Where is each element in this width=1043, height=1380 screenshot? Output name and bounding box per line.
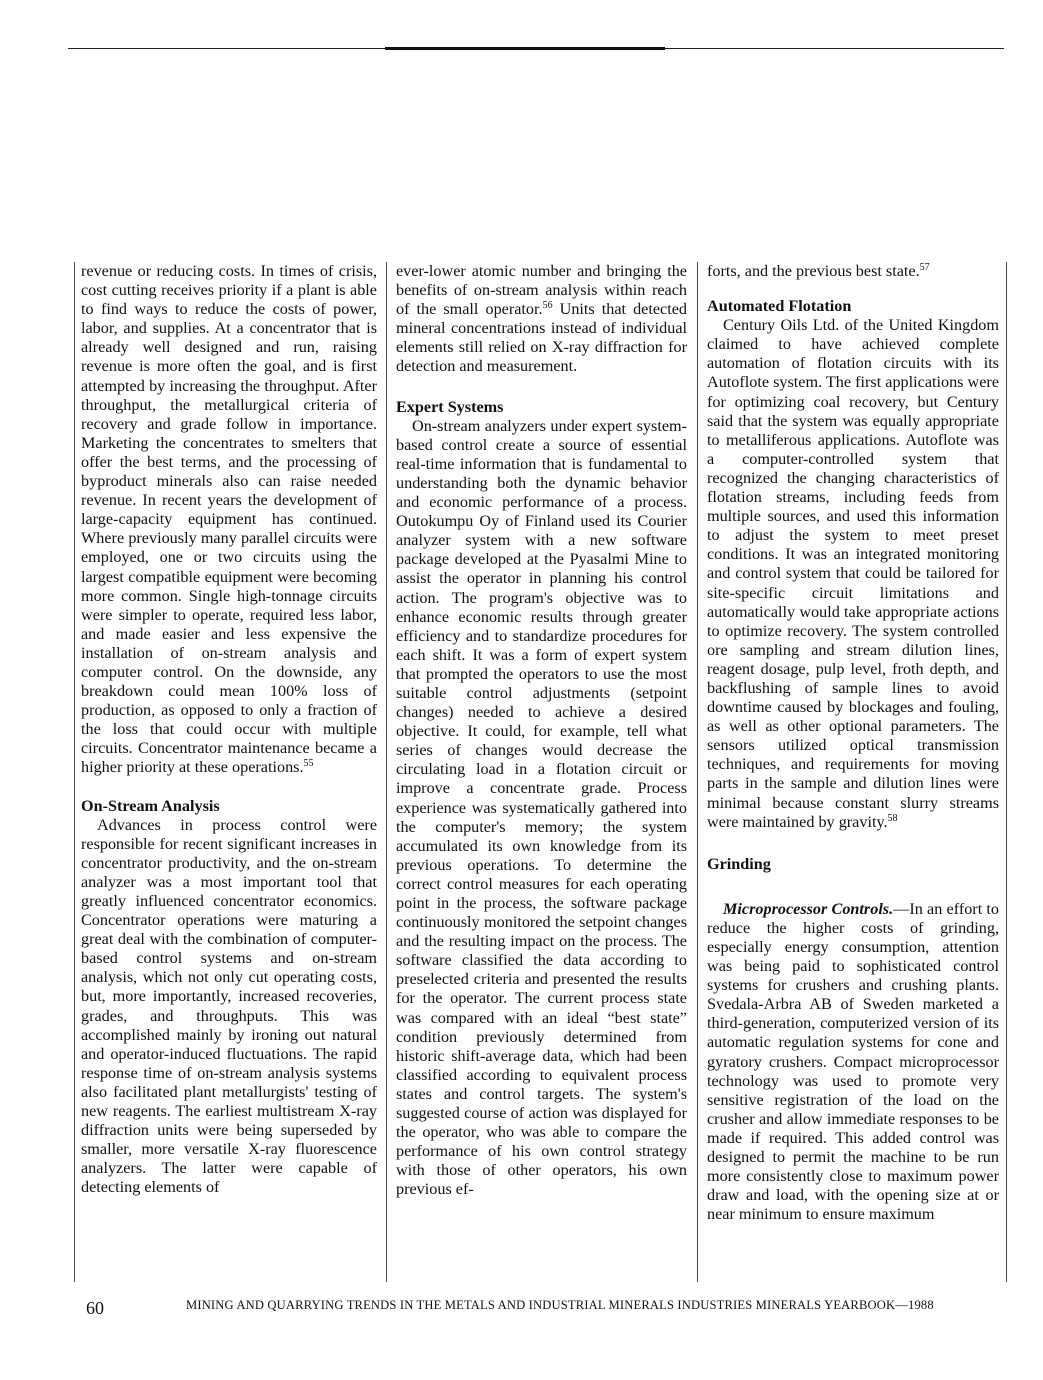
column-1	[81, 262, 377, 1198]
col2-paragraph-1	[396, 262, 687, 377]
footnote-ref-55: 55	[303, 758, 314, 770]
running-footer: MINING AND QUARRYING TRENDS IN THE METALS AND INDUSTRIAL MINERALS INDUSTRIES MINERALS YEARBOOK—1988	[186, 1298, 934, 1312]
col2-paragraph-1-text: ever-lower atomic number and bringing the benefits of on-stream analysis within reach of the small operator.	[396, 262, 687, 319]
col1-paragraph-1	[81, 262, 377, 778]
col3-paragraph-2-text: Century Oils Ltd. of the United Kingdom claimed to have achieved complete automation of flotation circuits with its Autoflote system. The first applications were for optimizing coal recovery, but Century said that the system was equally appropriate to metalliferous applications. Autoflote was a computer-controlled system that recognized the changing characteristics of flotation streams, including feeds from multiple sources, and used this information to adjust the system to meet preset conditions. It was an integrated monitoring and control system that could be tailored for site-specific circuit limitations and automatically would take appropriate actions to optimize recovery. The system controlled ore sampling and stream dilution lines, reagent dosage, pulp level, froth depth, and backflushing of sample lines to avoid downtime caused by blockages and fouling, as well as other optional parameters. The sensors utilized optical transmission techniques, and requirements for moving parts in the sample and dilution lines were minimal because constant slurry streams were maintained by gravity.	[707, 316, 999, 831]
col2-paragraph-1-continued: Units that detected mineral concentrations instead of individual elements still relied on X-ray diffraction for detection and measurement.	[396, 300, 687, 376]
col3-paragraph-1-text: forts, and the previous best state.	[707, 262, 920, 280]
heading-on-stream-analysis: On-Stream Analysis	[81, 796, 220, 815]
column-3	[707, 262, 999, 1224]
footnote-ref-58: 58	[887, 812, 898, 824]
col3-paragraph-3	[707, 900, 999, 1225]
column-rule-middle-right	[697, 262, 698, 1282]
top-rule-thick-segment	[385, 47, 665, 50]
col3-paragraph-3-text: —In an effort to reduce the higher costs of grinding, especially energy consumption, attention was being paid to sophisticated control systems for crushers and crushing plants. Svedala-Arbra AB of Sweden marketed a third-generation, computerized version of its automatic regulation systems for cone and gyratory crushers. Compact microprocessor technology was used to promote very sensitive registration of the load on the crusher and allow immediate responses to be made if required. This added control was designed to permit the machine to be run more consistently close to maximum power draw and load, with the opening size at or near minimum to ensure maximum	[707, 899, 1000, 1224]
heading-automated-flotation: Automated Flotation	[707, 297, 852, 316]
col1-paragraph-1-text: revenue or reducing costs. In times of crisis, cost cutting receives priority if a plant is able to find ways to reduce the costs of power, labor, and supplies. At a concentrator that is already well designed and run, raising revenue is more often the goal, and is first attempted by increasing the throughput. After throughput, the metallurgical criteria of recovery and grade follow in importance. Marketing the concentrates to smelters that offer the best terms, and the processing of byproduct minerals also can raise needed revenue. In recent years the development of large-capacity equipment has continued. Where previously many parallel circuits were employed, one or two circuits using the largest compatible equipment were becoming more common. Single high-tonnage circuits were simpler to operate, required less labor, and made easier and less expensive the installation of on-stream analysis and computer control. On the downside, any breakdown could mean 100% loss of production, as opposed to only a fraction of the loss that could occur with multiple circuits. Concentrator maintenance became a higher priority at these operations.	[81, 262, 377, 777]
column-rule-middle-left	[386, 262, 387, 1282]
heading-expert-systems: Expert Systems	[396, 397, 504, 416]
col2-paragraph-2: On-stream analyzers under expert system-based control create a source of essential real-time information that is fundamental to understanding both the dynamic behavior and economic performance of a process. Outokumpu Oy of Finland used its Courier analyzer system with a new software package developed at the Pyasalmi Mine to assist the operator in planning his control action. The program's objective was to enhance economic results through greater efficiency and to standardize procedures for each shift. It was a form of expert system that prompted the operators to use the most suitable control adjustments (setpoint changes) needed to achieve a desired objective. It could, for example, tell what series of changes would decrease the circulating load in a flotation circuit or improve a concentrate grade. Process experience was systematically gathered into the computer's memory; the system accumulated its own knowledge from its previous operations. To determine the correct control measures for each operating point in the process, the software package continuously monitored the setpoint changes and the resulting impact on the process. The software classified the data according to preselected criteria and presented the results for the operator. The current process state was compared with an ideal “best state” condition previously determined from historic shift-average data, which had been classified according to equivalent process states and control targets. The system's suggested course of action was displayed for the operator, who was able to compare the performance of his own control strategy with those of other operators, his own previous ef-	[396, 416, 687, 1199]
heading-grinding: Grinding	[707, 854, 771, 873]
footnote-ref-56: 56	[542, 300, 553, 312]
column-rule-left	[74, 262, 75, 1282]
col3-paragraph-2	[707, 316, 999, 832]
column-2	[396, 262, 687, 1200]
subheading-microprocessor-controls: Microprocessor Controls.	[723, 899, 894, 918]
page-number: 60	[86, 1298, 104, 1318]
column-rule-right	[1006, 262, 1007, 1282]
footnote-ref-57: 57	[919, 262, 930, 273]
col1-paragraph-2: Advances in process control were responsible for recent significant increases in concentrator productivity, and the on-stream analyzer was a most important tool that greatly influenced concentrator economics. Concentrator operations were maturing a great deal with the combination of computer-based control systems and on-stream analysis, which not only cut operating costs, but, more importantly, increased recoveries, grades, and throughputs. This was accomplished mainly by ironing out natural and operator-induced fluctuations. The rapid response time of on-stream analysis systems also facilitated plant metallurgists' testing of new reagents. The earliest multistream X-ray diffraction units were being superseded by smaller, more versatile X-ray fluorescence analyzers. The latter were capable of detecting elements of	[81, 815, 377, 1197]
col3-paragraph-1	[707, 262, 999, 281]
